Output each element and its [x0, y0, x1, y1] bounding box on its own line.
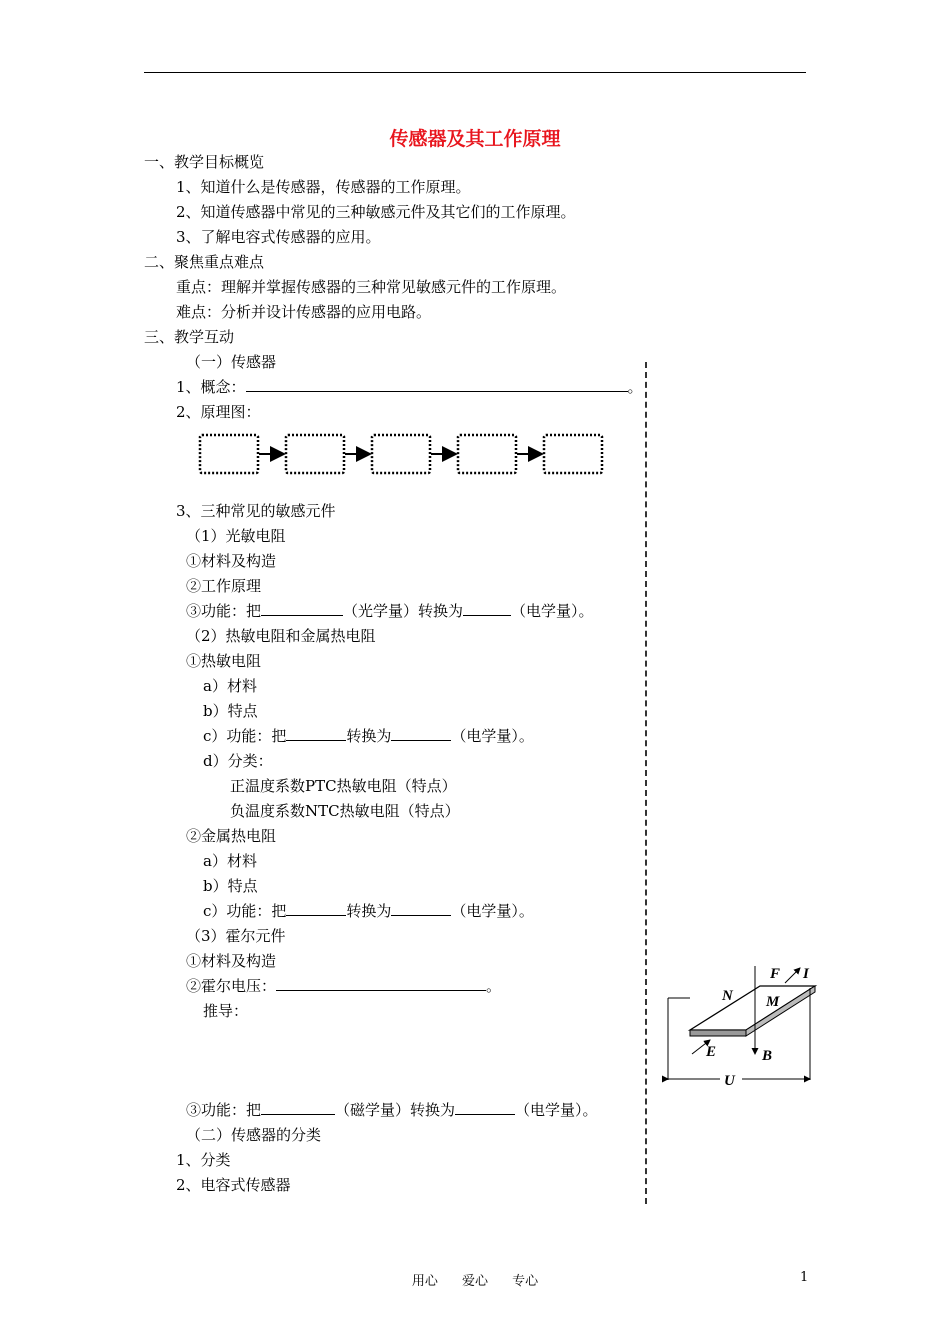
photoresistor-heading: （1）光敏电阻 [186, 527, 286, 545]
label-F: F [770, 966, 781, 982]
concept-blank [246, 377, 628, 392]
label-B: B [762, 1048, 773, 1064]
three-elements: 3、三种常见的敏感元件 [176, 502, 336, 520]
func-suffix: （电学量）。 [451, 902, 534, 920]
blank [391, 901, 451, 916]
hall-voltage-end: 。 [486, 977, 502, 995]
hall-derivation: 推导： [203, 1002, 249, 1020]
concept-label: 1、概念： [176, 378, 246, 396]
hall-function [186, 1100, 598, 1120]
photoresistor-principle: ②工作原理 [186, 577, 262, 595]
func-prefix: c）功能：把 [203, 727, 287, 745]
blank [463, 601, 511, 616]
hall-voltage [186, 976, 501, 996]
flow-box-5 [544, 435, 602, 473]
hall-element-diagram [660, 958, 820, 1092]
section-3-heading: 三、教学互动 [144, 328, 235, 346]
section-2-heading: 二、聚焦重点难点 [144, 253, 265, 271]
flow-box-1 [200, 435, 258, 473]
func-mid: 转换为 [346, 902, 392, 920]
classification: 1、分类 [176, 1151, 231, 1169]
func-prefix: c）功能：把 [203, 902, 287, 920]
blank [455, 1100, 515, 1115]
hall-heading: （3）霍尔元件 [186, 927, 286, 945]
thermistor-classes: d）分类： [203, 752, 273, 770]
difficult-point: 难点：分析并设计传感器的应用电路。 [176, 303, 432, 321]
hall-plate-front [690, 1030, 746, 1036]
metal-feature: b）特点 [203, 877, 258, 895]
concept-end: 。 [627, 378, 643, 396]
footer-word-1: 用心 [411, 1274, 438, 1289]
page-number: 1 [800, 1270, 809, 1285]
thermistor-function [203, 726, 534, 746]
photoresistor-material: ①材料及构造 [186, 552, 277, 570]
thermistor-heading: ①热敏电阻 [186, 652, 262, 670]
sensor-principle-diagram [198, 432, 610, 478]
blank [391, 726, 451, 741]
func-prefix: ③功能：把 [186, 602, 262, 620]
func-suffix: （电学量）。 [511, 602, 594, 620]
goal-3: 3、了解电容式传感器的应用。 [176, 228, 381, 246]
goal-1: 1、知道什么是传感器，传感器的工作原理。 [176, 178, 471, 196]
label-U: U [724, 1073, 735, 1089]
page-title: 传感器及其工作原理 [389, 128, 561, 150]
func-mid: （光学量）转换为 [343, 602, 464, 620]
concept-line [176, 377, 643, 397]
thermistor-material: a）材料 [203, 677, 257, 695]
func-suffix: （电学量）。 [515, 1101, 598, 1119]
ntc-thermistor: 负温度系数NTC热敏电阻（特点） [230, 802, 460, 820]
hall-material: ①材料及构造 [186, 952, 277, 970]
label-E: E [706, 1044, 717, 1060]
blank [261, 601, 343, 616]
ptc-thermistor: 正温度系数PTC热敏电阻（特点） [230, 777, 457, 795]
subsection-sensor: （一）传感器 [186, 353, 277, 371]
func-prefix: ③功能：把 [186, 1101, 262, 1119]
label-N: N [722, 988, 733, 1004]
footer-word-2: 爱心 [461, 1274, 488, 1289]
metal-function [203, 901, 534, 921]
blank [276, 976, 486, 991]
flow-box-4 [458, 435, 516, 473]
capacitive-sensor: 2、电容式传感器 [176, 1176, 291, 1194]
section-1-heading: 一、教学目标概览 [144, 153, 265, 171]
footer-word-3: 专心 [512, 1274, 539, 1289]
current-arrow [785, 968, 800, 983]
margin-dashed-line [645, 362, 647, 1204]
hall-voltage-label: ②霍尔电压： [186, 977, 277, 995]
metal-resistor-heading: ②金属热电阻 [186, 827, 277, 845]
flow-box-3 [372, 435, 430, 473]
thermal-heading: （2）热敏电阻和金属热电阻 [186, 627, 376, 645]
flow-box-2 [286, 435, 344, 473]
blank [261, 1100, 335, 1115]
goal-2: 2、知道传感器中常见的三种敏感元件及其它们的工作原理。 [176, 203, 576, 221]
subsection-classification: （二）传感器的分类 [186, 1126, 322, 1144]
func-mid: 转换为 [346, 727, 392, 745]
func-mid: （磁学量）转换为 [335, 1101, 456, 1119]
blank [286, 726, 346, 741]
label-M: M [766, 994, 780, 1010]
hall-plate-top [690, 986, 815, 1030]
blank [286, 901, 346, 916]
func-suffix: （电学量）。 [451, 727, 534, 745]
diagram-label: 2、原理图： [176, 403, 261, 421]
photoresistor-function [186, 601, 594, 621]
header-rule [144, 72, 806, 73]
thermistor-feature: b）特点 [203, 702, 258, 720]
key-point: 重点：理解并掌握传感器的三种常见敏感元件的工作原理。 [176, 278, 567, 296]
metal-material: a）材料 [203, 852, 257, 870]
label-I: I [803, 966, 809, 982]
